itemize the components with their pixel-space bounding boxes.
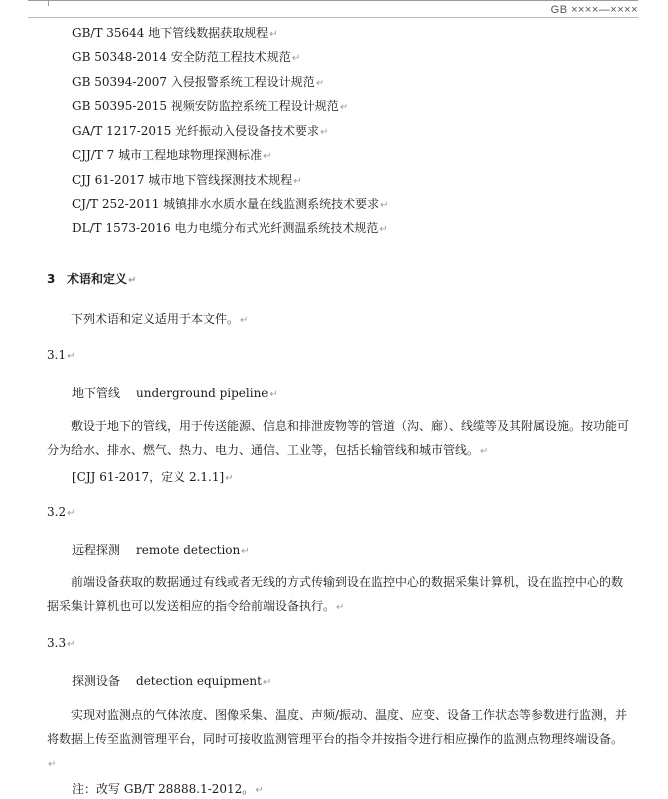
reference-item: GB 50348-2014 安全防范工程技术规范↵	[72, 50, 301, 64]
paragraph-mark-icon: ↵	[67, 639, 76, 650]
paragraph-mark-icon: ↵	[262, 677, 272, 688]
term-source: [CJJ 61-2017，定义 2.1.1]↵	[72, 470, 234, 484]
term-heading	[72, 384, 278, 401]
term-definition: 敷设于地下的管线，用于传送能源、信息和排泄废物等的管道（沟、廊）、线缆等及其附属设施。按功能可分为给水、排水、燃气、热力、电力、通信、工业等，包括长输管线和城市管线。↵	[47, 419, 630, 457]
header-rule	[28, 0, 638, 5]
paragraph-mark-icon: ↵	[67, 351, 76, 362]
section-number: 3	[47, 272, 56, 286]
paragraph-mark-icon: ↵	[320, 127, 329, 138]
reference-item: GB 50395-2015 视频安防监控系统工程设计规范↵	[72, 99, 349, 113]
term-zh: 探测设备	[72, 674, 121, 688]
reference-item: GB/T 35644 地下管线数据获取规程↵	[72, 26, 278, 40]
reference-item: CJJ/T 7 城市工程地球物理探测标准↵	[72, 148, 272, 162]
paragraph-mark-icon: ↵	[380, 200, 389, 211]
reference-item: CJ/T 252-2011 城镇排水水质水量在线监测系统技术要求↵	[72, 197, 389, 211]
term-en: detection equipment	[136, 674, 262, 688]
term-zh: 地下管线	[72, 386, 121, 400]
paragraph-mark-icon: ↵	[263, 151, 272, 162]
paragraph-mark-icon: ↵	[269, 29, 278, 40]
paragraph-mark-icon: ↵	[291, 53, 301, 64]
paragraph-mark-icon: ↵	[336, 602, 345, 613]
header-standard-code: GB ××××—××××	[550, 4, 638, 16]
term-number: 3.1↵	[47, 348, 76, 362]
reference-item: GA/T 1217-2015 光纤振动入侵设备技术要求↵	[72, 124, 329, 138]
term-heading	[72, 672, 271, 689]
term-number: 3.2↵	[47, 505, 76, 519]
term-zh: 远程探测	[72, 543, 121, 557]
term-heading	[72, 541, 250, 558]
header-rule-line	[28, 0, 638, 1]
paragraph-mark-icon: ↵	[255, 785, 264, 796]
paragraph-mark-icon: ↵	[315, 78, 325, 89]
section-heading	[47, 270, 136, 287]
paragraph-mark-icon: ↵	[48, 759, 57, 770]
paragraph-mark-icon: ↵	[480, 446, 489, 457]
reference-item: DL/T 1573-2016 电力电缆分布式光纤测温系统技术规范↵	[72, 221, 388, 235]
paragraph-mark-icon: ↵	[240, 315, 249, 326]
term-definition: 前端设备获取的数据通过有线或者无线的方式传输到设在监控中心的数据采集计算机，设在监控中心的数据采集计算机也可以发送相应的指令给前端设备执行。↵	[47, 575, 624, 613]
paragraph-mark-icon: ↵	[128, 275, 137, 286]
section-title: 术语和定义	[67, 272, 128, 286]
term-definition: 实现对监测点的气体浓度、图像采集、温度、声频/振动、温度、应变、设备工作状态等参数进行监测，并将数据上传至监测管理平台，同时可接收监测管理平台的指令并按指令进行相应操作的监测点物理终端设备。↵	[47, 708, 628, 770]
paragraph-mark-icon: ↵	[379, 224, 388, 235]
paragraph-mark-icon: ↵	[339, 102, 349, 113]
paragraph-mark-icon: ↵	[293, 176, 302, 187]
paragraph-mark-icon: ↵	[67, 508, 76, 519]
term-number: 3.3↵	[47, 636, 76, 650]
term-en: remote detection	[136, 543, 241, 557]
reference-item: GB 50394-2007 入侵报警系统工程设计规范↵	[72, 75, 325, 89]
reference-item: CJJ 61-2017 城市地下管线探测技术规程↵	[72, 173, 302, 187]
term-note: 注：改写 GB/T 28888.1-2012。↵	[72, 782, 264, 796]
header-underline	[28, 17, 638, 18]
header-rule-tick	[48, 0, 49, 6]
paragraph-mark-icon: ↵	[241, 546, 250, 557]
section-intro: 下列术语和定义适用于本文件。↵	[71, 312, 249, 326]
paragraph-mark-icon: ↵	[269, 389, 278, 400]
paragraph-mark-icon: ↵	[225, 473, 234, 484]
term-en: underground pipeline	[136, 386, 269, 400]
